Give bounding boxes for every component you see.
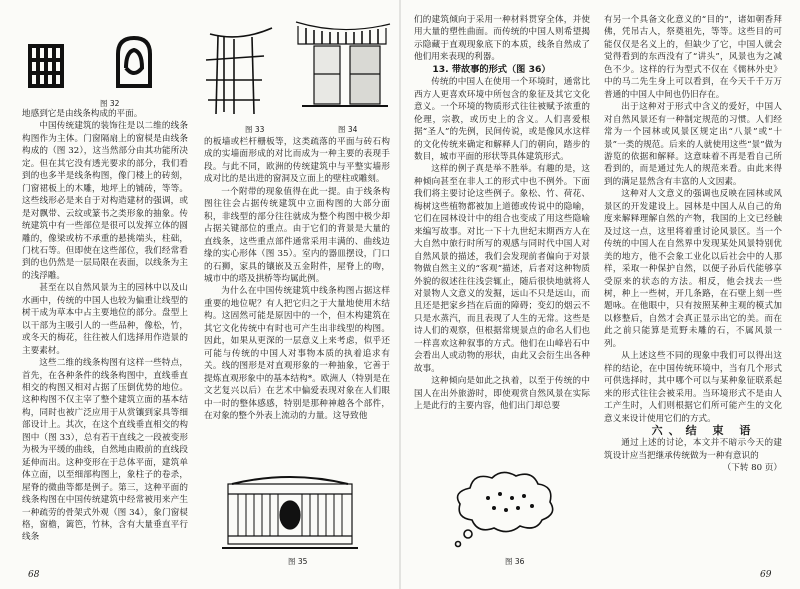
paragraph: 这种对人文意义的强调也反映在园林或风景区的开发建设上。园林是中国人从自己的角度来解释理解自然的产物，我国的上文已经触及过这一点，这里将着重讨论风景区。当一个传统的中国人在自然界中发现某处风景特别优美的地方，他不会象工业化以后社会中的人那样，采取一种保护自然，以便子孙后代能够享受原来的状态的方法。相反，他会找去一些树，种上一些树，开几条路，在石壁上刻一些题咏。在他眼中，只有按照某种主观的模式加以修整后，自然才会真正显示出它的美。而在此之前只能算是荒野未雕的石，不属风景一列。 bbox=[604, 189, 782, 349]
left-page-column-1 bbox=[22, 108, 188, 558]
section-heading-13: 13. 带故事的形式（图 36） bbox=[432, 63, 551, 75]
fig34-eave-drawing bbox=[292, 14, 392, 124]
fig32-caption: 图 32 bbox=[100, 99, 120, 108]
paragraph: 这些二维的线条构图有这样一些特点，首先，在各种条件的线条构图中，直线垂直相交的构图又相对占据了压倒优势的地位。这种构图不仅主宰了整个建筑立面的基本结构，同时也被广泛应用于从赏镶到家具等细部设计上。其次，在这个直线垂直相交的构图中（图 33），总有若干直线之一段被变形为极为平缓的曲线，自然地由殿前的直线段延伸而出。这种变形在于总体平面，建筑单体立面，以至细部构图上，象柱子的卷杀，屋脊的微曲等都是例子。第三，这种平面的线条构图在中国传统建筑中经常被用来产生一种疏劳的骨架式外观（图 34），象门窗棂格，窗檐，篱笆，竹林，含有大量垂直平行线条 bbox=[22, 358, 188, 543]
right-page-number: 69 bbox=[760, 570, 772, 580]
paragraph: 通过上述的讨论，本文并不暗示今天的建筑设计应当把继承传统做为一种有意识的 bbox=[604, 438, 782, 461]
fig36-caption: 图 36 bbox=[505, 557, 525, 566]
fig35-fence-drawing bbox=[222, 470, 362, 552]
paragraph: 出于这种对于形式中含义的爱好，中国人对自然风景还有一种制定规范的习惯。人们经常为一个园林或风景区规定出“八景”或“十景”一类的规范。后来的人就使用这些“景”做为游览的依据和解释。这意味着不再是看自己所看到的，而是通过先人的规范来看。由此来得到的满足显然含有丰富的人文因素。 bbox=[604, 102, 782, 187]
fig35-caption: 图 35 bbox=[288, 557, 308, 566]
left-page-column-2 bbox=[204, 136, 390, 461]
fig36-bubble-drawing bbox=[444, 468, 564, 556]
section-title-conclusion: 六、结 束 语 bbox=[651, 423, 757, 437]
fig33-caption: 图 33 bbox=[245, 125, 265, 134]
right-page-column-1 bbox=[414, 14, 590, 462]
paragraph: 甚至在以自然风景为主的园林中以及山水画中，传统的中国人也较为偏重让线型的树干成为草本中占主要地位的部分。盘型上以干部为主吸引人的一些品种，像松，竹，或冬天的梅花，往往被人们选择用作造景的主要素材。 bbox=[22, 283, 188, 356]
paragraph: 一个附带的现象值得在此一提。由于线条构图往往会占据传统建筑中立面构图的大部分面积，非线型的部分往往就成为整个构图中极少却占据关键部位的重点。由于它们的背景是大量的直线条，这些重点部件通常采用丰满的、曲线边缘的实心形体（图 35）。室内的器皿摆设，门口的石狮，家具的镶嵌及五金附件，屋脊上的吻，城市中的塔及拱桥等均属此例。 bbox=[204, 186, 390, 284]
paragraph: 为什么在中国传统建筑中线条构图占据这样重要的地位呢？有人把它归之于大量地使用木结构。这固然可能是原因中的一个，但木构建筑在其它文化传统中有时也可产生出非线型的构图。因此，如果从更深的一层意义上来考虑，似乎还可能与传统的中国人对事物本质的执着追求有关。线的图形是对直观形象的一种抽象，它善于提炼直观形象中的基本结构*。欧洲人（特别是在文艺复兴以后）在艺术中偏爱表现对象在人们眼中一时的整体感感，特别是那种神越各个部件，在对象的整个外表上流动的力量。这导致他 bbox=[204, 286, 390, 421]
right-page-column-2 bbox=[604, 14, 782, 568]
paragraph: 的板墙或栏杆栅板等，这类疏落的平面与砖石构成的实墙面形成的对比而成为一种主要的表现手段。与此不同，欧洲的传统建筑中与平整实墙形成对比的是出进的窗洞及立面上的壁柱或雕刻。 bbox=[204, 137, 390, 185]
paragraph: 中国传统建筑的装饰往是以二维的线条构图作为主体。门窗隔扇上的窗棂是由线条构成的（图 32），这当然部分由其功能所决定。但在其它没有透光要求的部分，我们看到的也多半是线条构图，像门楼上的砖刻，门窗裙板上的木雕，地坪上的铺砖，等等。这些线形必是来自于对构造建材的强调，或是对飘带、云纹或篆书之类形象的抽象。传统建筑中有一些部位是很可以发挥立体的圆雕的，像梁或枋不承重的悬挑端头，柱础，门枕石等。但即使在这些部位，我们经常看到的也仍然是一层局限在表面，以线条为主的浅浮雕。 bbox=[22, 121, 188, 281]
paragraph: 这样的例子真是举不胜举。有趣的是，这种倾向甚至在非人工的形式中也不例外。下面我们将主要讨论这些例子。象松、竹、荷花、梅树这些植物都被加上道德或传说中的隐喻，它们在园林设计中的组合也变成了用这些隐喻来编写故事。对比一下十九世纪末期西方人在大自然中旅行时所写的观感与同时代中国人对自然风景的描述，我们会发现前者偏向于对景物做自然主义的“客观”描述，后者对这种物质外貌的叙述往往浅尝辄止，随后很快地就将人对景物人文意义的发掘，远山不只是远山，而且还是把家乡挡在后面的障碍；变幻的烟云不只是水蒸汽，而且表现了人生的无常。这些是诗人们的观察，但根据常规景点的命名人们也一样喜欢这种叙事的方式。他们在山峰岩石中会看出人或动物的形状，由此又会衍生出各种故事。 bbox=[414, 164, 590, 374]
left-page-number: 68 bbox=[28, 570, 40, 580]
paragraph: 从上述这些不同的现象中我们可以得出这样的结论，在中国传统环境中，当有几个形式可供选择时，其中哪个可以与某种象征联系起来的形式往往会被采用。当环境形式不是由人工产生时，人们则根据它们所可能产生的文化意义来设计使用它们的方式。 bbox=[604, 351, 782, 424]
fig33-frame-drawing bbox=[200, 22, 280, 117]
paragraph: 们的建筑倾向于采用一种材料贯穿全体，并使用大量的塑性曲面。而传统的中国人则希望揭示隐藏于直观现象底下的本质，线条自然成了他们用来表现的利器。 bbox=[414, 15, 590, 63]
fig32-lattice-drawing bbox=[22, 28, 182, 96]
paragraph: 这种倾向是如此之执着，以至于传统的中国人在出外旅游时，即使观赏自然风景在实际上是此行的主要内容，他们出门却总要 bbox=[414, 376, 590, 412]
paragraph: 传统的中国人在使用一个环境时，通常比西方人更喜欢环境中所包含的象征及其它文化意义。一个环境的物质形式往往被赋予浓重的伦理，宗教，或历史上的含义。人们喜爱根据“圣人”的先例，民间传说，或是像风水这样的文化传统来确定和解释人门的朝向，踏步的数目，城市平面的形状等具体建筑形式。 bbox=[414, 77, 590, 162]
continued-note: （下转 80 页） bbox=[722, 463, 782, 474]
fig34-caption: 图 34 bbox=[338, 125, 358, 134]
book-gutter bbox=[399, 0, 401, 589]
paragraph: 地感到它是由线条构成的平面。 bbox=[22, 109, 143, 119]
paragraph: 有另一个具备文化意义的“目的”，诸如朝香拜佛，凭吊古人，祭奠祖先，等等。这些目的可能仅仅是名义上的，但缺少了它，中国人就会觉得看到的东西没有了“讲头”，风景也为之减色不少。这样的行为型式不仅在《儒林外史》中的马二先生身上可以看到，在今天千千万万普通的中国人中间也仍旧存在。 bbox=[604, 15, 782, 100]
